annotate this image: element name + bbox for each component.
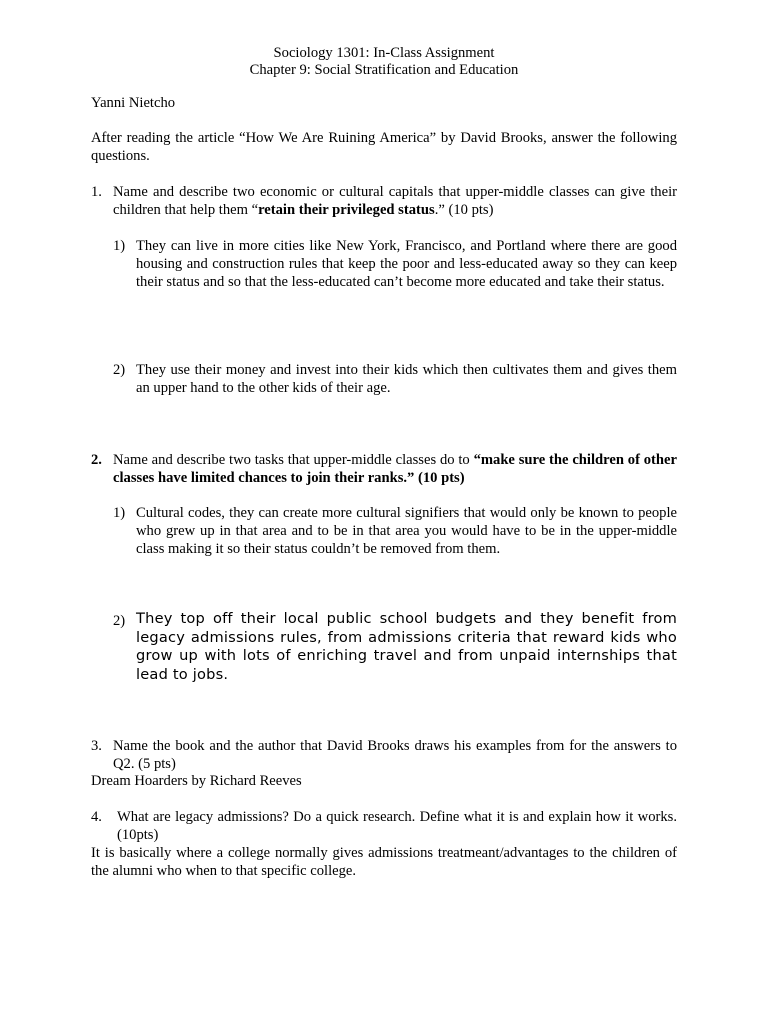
answer-text: Cultural codes, they can create more cultural signifiers that would only be known to people who grew up in that area and to be in that area you would have to be in the upper-middle class making it so their status couldn’t be removed from them. [136,505,677,557]
q1-answer-1 [113,237,677,291]
q4-answer: It is basically where a college normally gives admissions treatmeant/advantages to the children of the alumni who when to that specific college. [91,845,677,879]
q2-answer-1 [113,504,677,558]
question-4 [91,808,677,844]
q2-answer-2 [113,610,677,684]
question-text-part: Name and describe two tasks that upper-middle classes do to [113,452,474,468]
answer-number: 1) [113,238,126,254]
question-number: 2. [91,452,102,468]
student-name: Yanni Nietcho [91,95,176,111]
answer-text: They use their money and invest into their kids which then cultivates them and gives them an upper hand to the other kids of their age. [136,362,677,396]
question-number: 3. [91,738,102,754]
answer-text: They can live in more cities like New York, Francisco, and Portland where there are good housing and construction rules that keep the poor and less-educated away so they can keep their status and so that the less-educated can’t become more educated and take their status. [136,238,677,290]
q1-answer-2 [113,361,677,397]
question-text [113,451,677,487]
q3-answer: Dream Hoarders by Richard Reeves [91,773,302,789]
question-2 [91,451,677,487]
answer-number: 2) [113,613,126,629]
question-1 [91,183,677,219]
question-3 [91,737,677,773]
answer-number: 2) [113,362,126,378]
answer-number: 1) [113,505,126,521]
intro-paragraph: After reading the article “How We Are Ruining America” by David Brooks, answer the following questions. [91,130,677,164]
question-number: 4. [91,809,102,825]
answer-text: They top off their local public school budgets and they benefit from legacy admissions rules, from admissions criteria that reward kids who grow up with lots of enriching travel and from unpaid internships that lead to jobs. [136,610,677,683]
question-text-bold: retain their privileged status [258,202,435,218]
question-text-part: Name and describe two economic or cultural capitals that upper-middle classes can give their children that help them “ [113,184,677,218]
question-text: What are legacy admissions? Do a quick research. Define what it is and explain how it works. (10pts) [117,809,677,843]
question-number: 1. [91,184,102,200]
question-text: Name the book and the author that David Brooks draws his examples from for the answers to Q2. (5 pts) [113,738,677,772]
chapter-title: Chapter 9: Social Stratification and Education [249,62,519,78]
question-text [113,183,677,219]
question-text-bold: “make sure the children of other classes have limited chances to join their ranks.” (10 pts) [113,452,677,486]
question-text-part: .” (10 pts) [434,202,494,218]
document-header [0,45,768,79]
course-title: Sociology 1301: In-Class Assignment [273,45,495,61]
